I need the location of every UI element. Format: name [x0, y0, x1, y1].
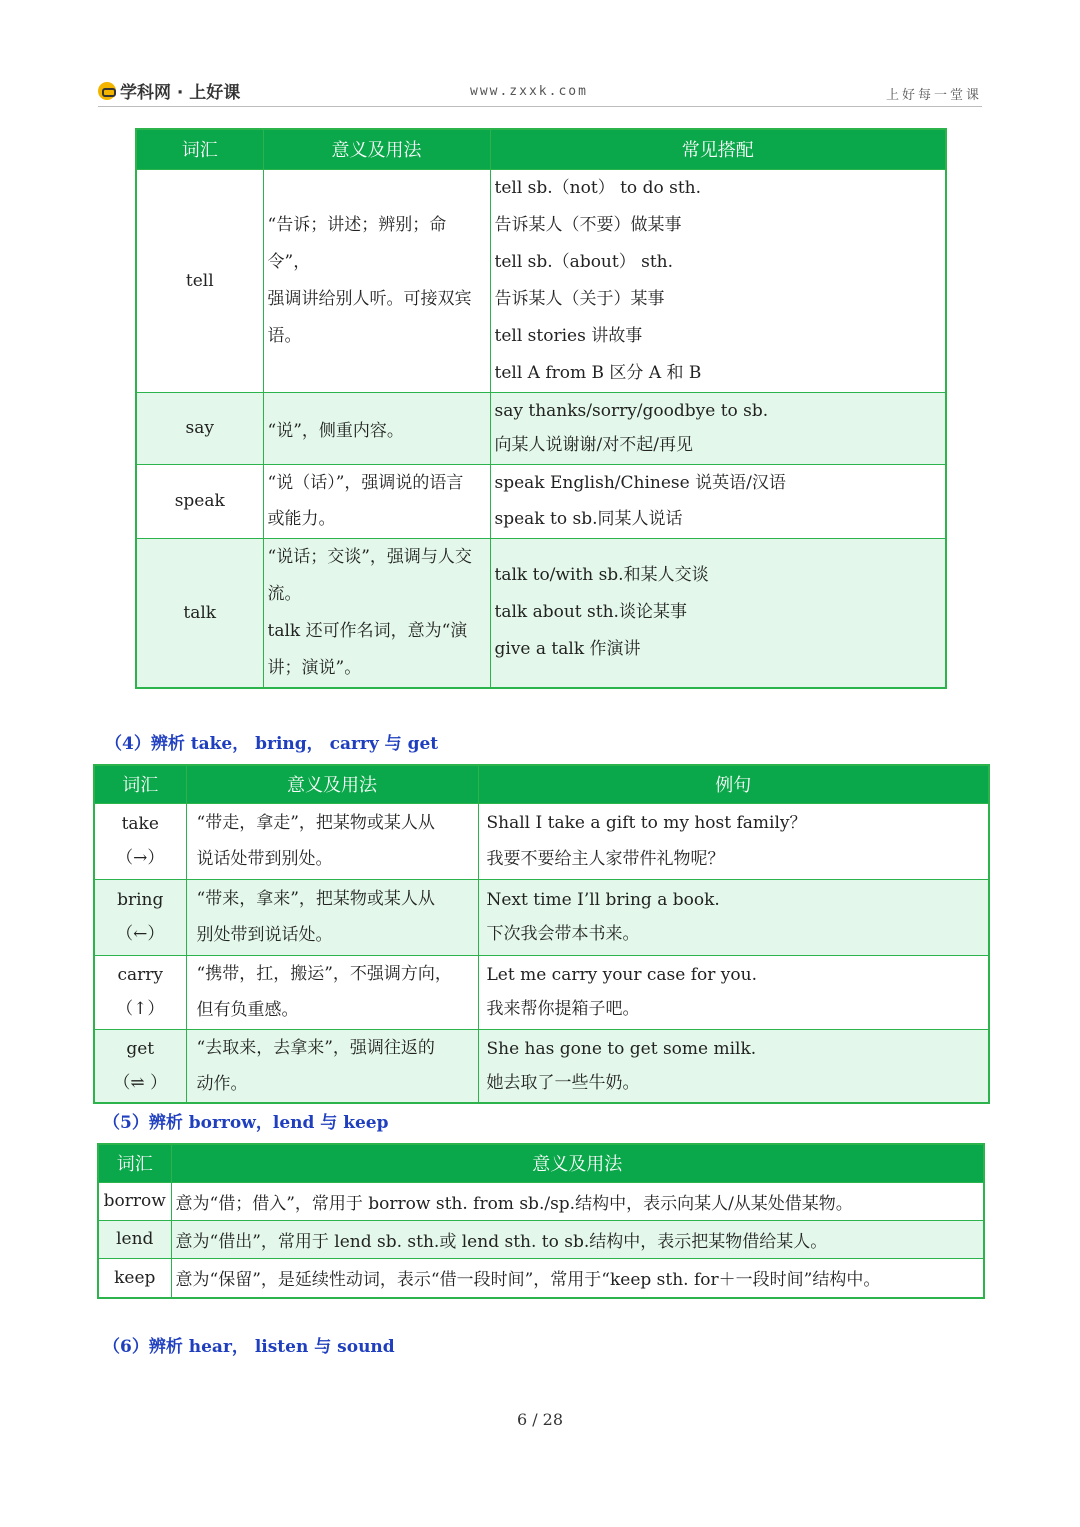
table-row [94, 955, 989, 1029]
meaning-cell: “说（话）”，强调说的语言 或能力。 [263, 464, 490, 538]
table-row [94, 1029, 989, 1103]
meaning-cell: “去取来，去拿来”，强调往返的 动作。 [186, 1029, 478, 1103]
page-header [98, 78, 982, 107]
example-cell: She has gone to get some milk. 她去取了一些牛奶。 [478, 1029, 989, 1103]
word-cell: keep [98, 1258, 171, 1298]
owl-logo-icon [98, 82, 116, 100]
brand-name: 学科网 · 上好课 [120, 83, 241, 103]
section-heading-5: （5）辨析 borrow，lend 与 keep [103, 1113, 389, 1133]
collocation-cell: say thanks/sorry/goodbye to sb. 向某人说谢谢/对不起/再见 [490, 392, 946, 464]
brand-logo [98, 78, 240, 103]
slogan: 上好每一堂课 [885, 88, 982, 103]
vocab-table-carry-verbs [93, 764, 990, 1104]
column-header: 意义及用法 [171, 1144, 984, 1182]
direction-arrow: （↑） [116, 999, 165, 1019]
word-cell: bring （←） [94, 879, 186, 955]
section-heading-6: （6）辨析 hear， listen 与 sound [103, 1337, 395, 1357]
word-cell: lend [98, 1220, 171, 1258]
meaning-cell: 意为“保留”，是延续性动词，表示“借一段时间”，常用于“keep sth. for＋一段时间”结构中。 [171, 1258, 984, 1298]
meaning-cell: “带走，拿走”，把某物或某人从 说话处带到别处。 [186, 803, 478, 879]
direction-arrow: （→） [116, 848, 165, 868]
meaning-cell: “带来，拿来”，把某物或某人从 别处带到说话处。 [186, 879, 478, 955]
table-row [136, 169, 946, 392]
word-cell: say [136, 392, 263, 464]
meaning-cell: 意为“借；借入”，常用于 borrow sth. from sb./sp.结构中，表示向某人/从某处借某物。 [171, 1182, 984, 1220]
word-cell: talk [136, 538, 263, 688]
meaning-cell: “携带，扛，搬运”，不强调方向， 但有负重感。 [186, 955, 478, 1029]
word-cell: speak [136, 464, 263, 538]
direction-arrow: （⇌ ） [113, 1072, 168, 1093]
meaning-cell: 意为“借出”，常用于 lend sb. sth.或 lend sth. to sb.结构中，表示把某物借给某人。 [171, 1220, 984, 1258]
column-header: 意义及用法 [263, 129, 490, 169]
column-header: 词汇 [136, 129, 263, 169]
example-cell: Next time I’ll bring a book. 下次我会带本书来。 [478, 879, 989, 955]
word-cell: carry （↑） [94, 955, 186, 1029]
word-cell: take （→） [94, 803, 186, 879]
section-heading-4: （4）辨析 take， bring， carry 与 get [105, 734, 439, 754]
collocation-cell: tell sb.（not） to do sth. 告诉某人（不要）做某事 tell sb.（about） sth. 告诉某人（关于）某事 tell stories 讲故事 tell A from B 区分 A 和 B [490, 169, 946, 392]
meaning-cell: “说话；交谈”，强调与人交 流。 talk 还可作名词，意为“演 讲；演说”。 [263, 538, 490, 688]
page-number: 6 / 28 [516, 1410, 564, 1429]
column-header: 词汇 [98, 1144, 171, 1182]
direction-arrow: （←） [116, 924, 165, 944]
word-cell: tell [136, 169, 263, 392]
column-header: 例句 [478, 765, 989, 803]
site-url: www.zxxk.com [470, 84, 588, 99]
word-cell: borrow [98, 1182, 171, 1220]
table-row [136, 464, 946, 538]
example-cell: Let me carry your case for you. 我来帮你提箱子吧。 [478, 955, 989, 1029]
vocab-table-borrow-verbs [97, 1143, 985, 1299]
column-header: 常见搭配 [490, 129, 946, 169]
table-row [94, 879, 989, 955]
table-row [94, 803, 989, 879]
table-row [98, 1182, 984, 1220]
table-row [136, 538, 946, 688]
table-row [98, 1220, 984, 1258]
meaning-cell: “告诉；讲述；辨别；命令”， 强调讲给别人听。可接双宾 语。 [263, 169, 490, 392]
collocation-cell: speak English/Chinese 说英语/汉语 speak to sb.同某人说话 [490, 464, 946, 538]
table-row [136, 392, 946, 464]
table-row [98, 1258, 984, 1298]
example-cell: Shall I take a gift to my host family？ 我要不要给主人家带件礼物呢？ [478, 803, 989, 879]
word-cell: get （⇌ ） [94, 1029, 186, 1103]
collocation-cell: talk to/with sb.和某人交谈 talk about sth.谈论某事 give a talk 作演讲 [490, 538, 946, 688]
meaning-cell: “说”，侧重内容。 [263, 392, 490, 464]
vocab-table-speak-verbs [135, 128, 947, 689]
column-header: 词汇 [94, 765, 186, 803]
column-header: 意义及用法 [186, 765, 478, 803]
